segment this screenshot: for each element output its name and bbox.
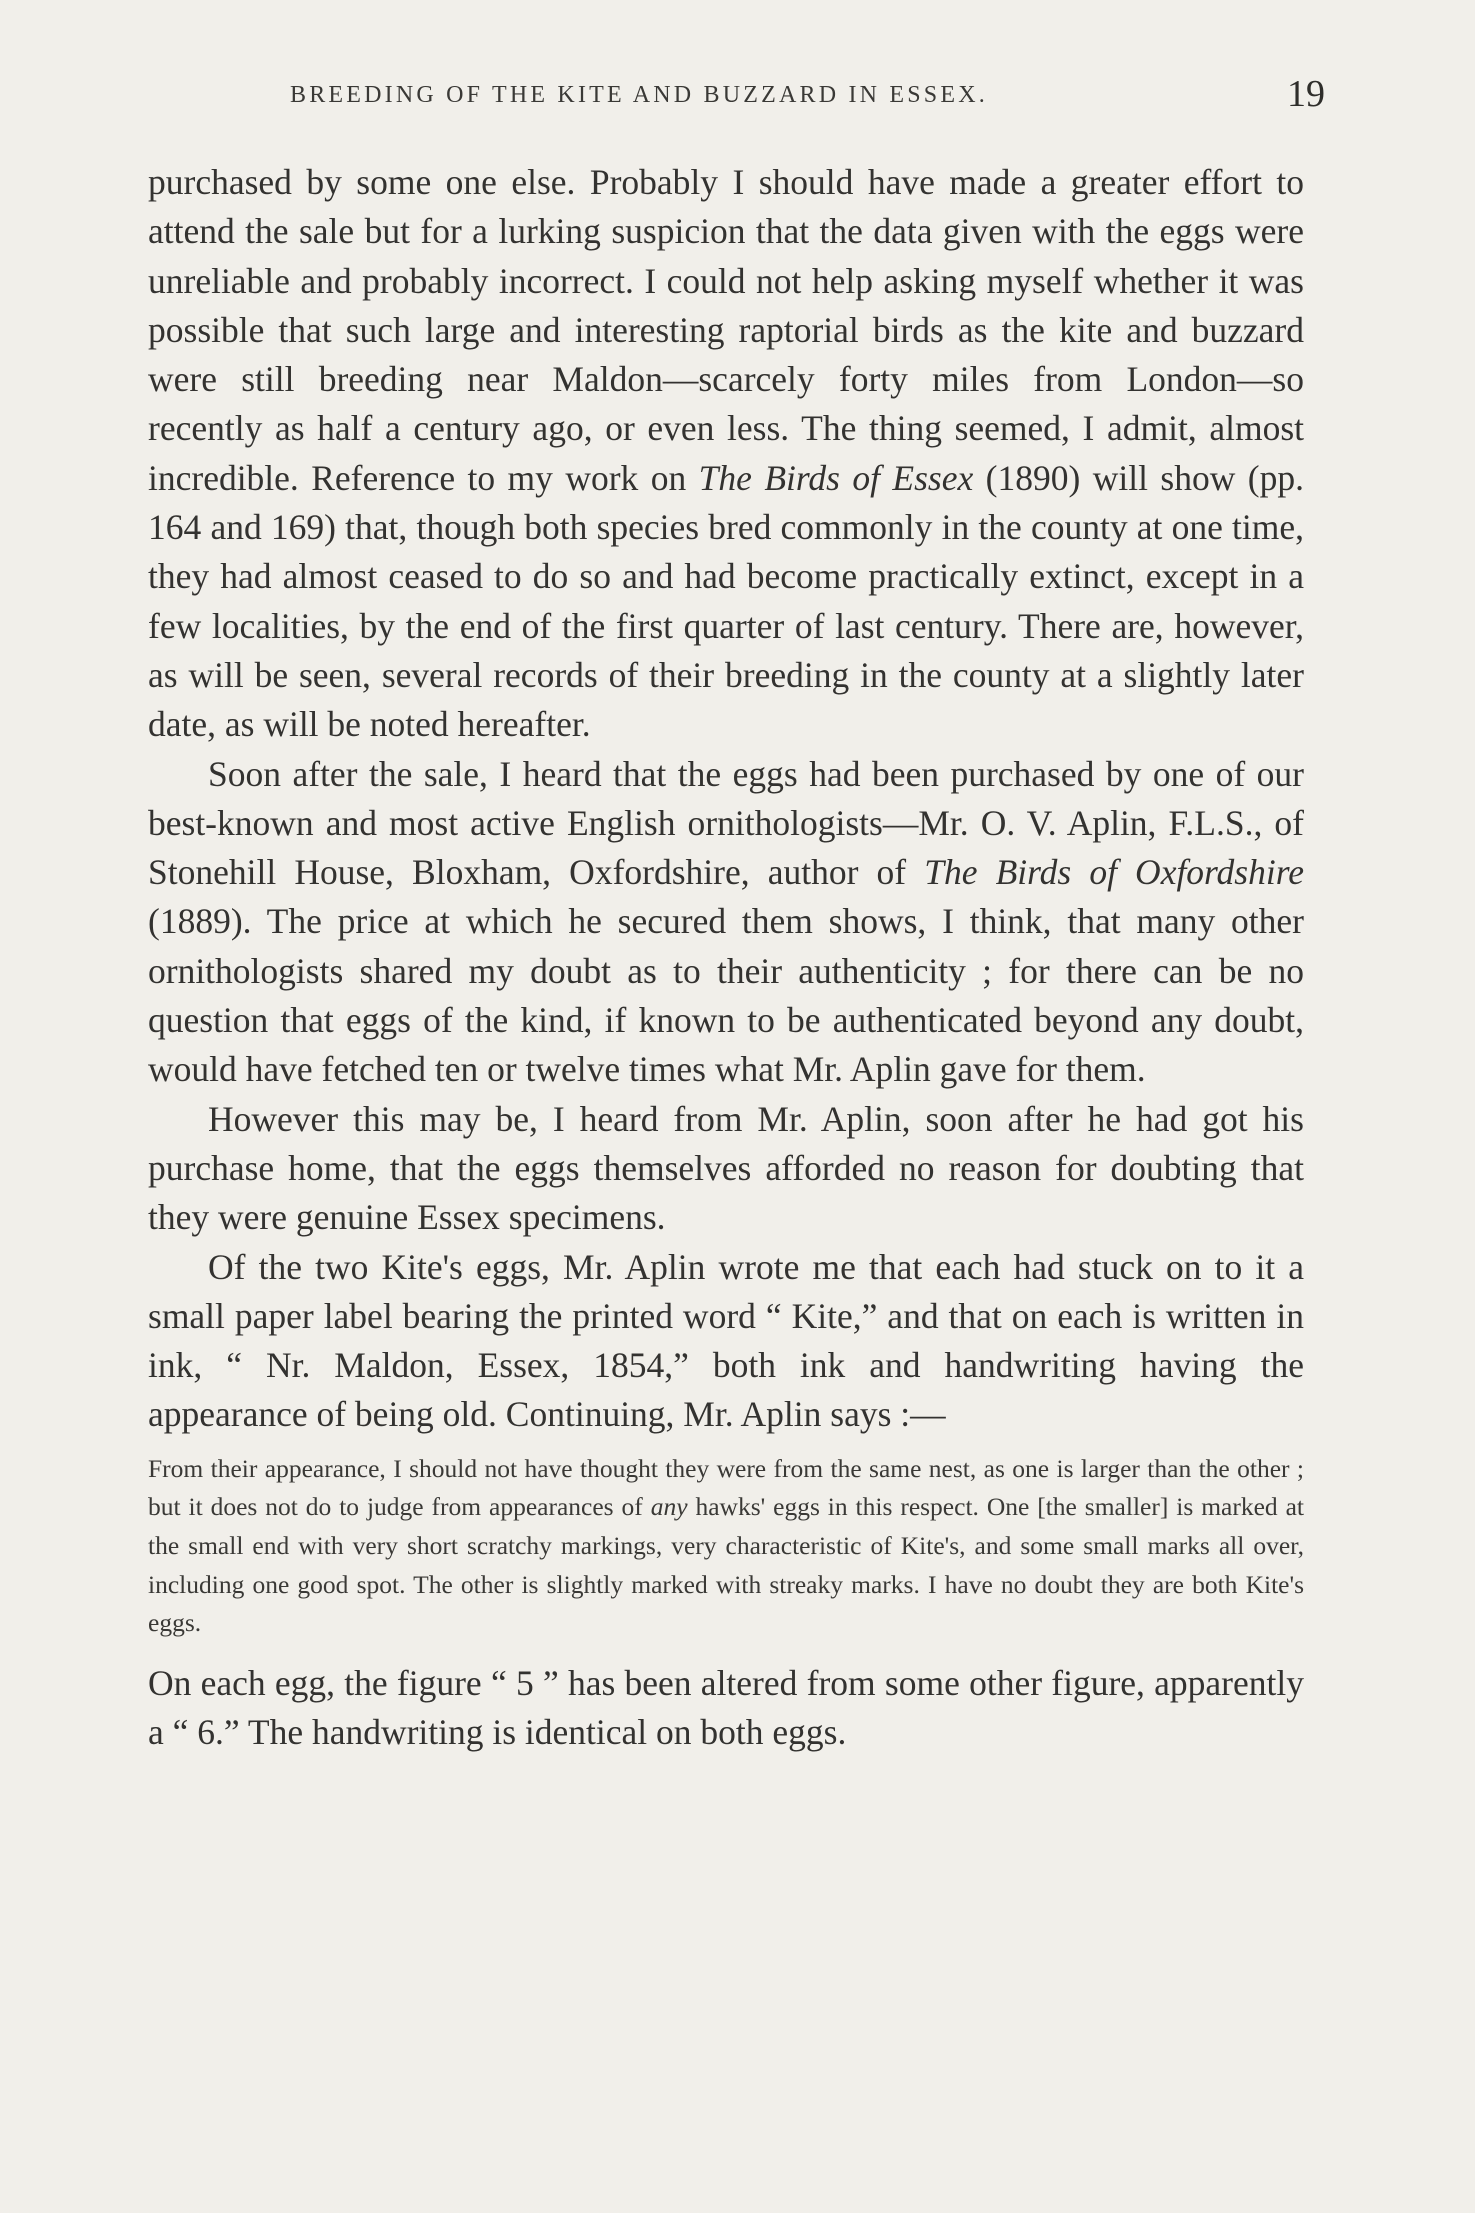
page-header bbox=[150, 73, 1325, 122]
paragraph-3-text: However this may be, I heard from Mr. Aplin, soon after he had got his purchase home, that the eggs themselves afforded no reason for doubting that they were genuine Essex specimens. bbox=[148, 1098, 1304, 1238]
quote-italic-any: any bbox=[650, 1492, 688, 1522]
quote-text-a: From their appearance, I should not have thought they were from the same nest, as one is larger than the other ; but it does not do to judge from appearances of bbox=[148, 1453, 1304, 1522]
body-text bbox=[148, 158, 1304, 1757]
paragraph-1-text-a: purchased by some one else. Probably I should have made a greater effort to attend the sale but for a lurking suspicion that the data given with the eggs were unreliable and probably incorrect. I could not help asking myself whether it was possible that such large and interesting raptorial birds as the kite and buzzard were still breeding near Maldon—scarcely forty miles from London—so recently as half a century ago, or even less. The thing seemed, I admit, almost incredible. Reference to my work on bbox=[148, 162, 1304, 498]
quote-text-b: hawks' eggs in this respect. One [the smaller] is marked at the small end with very short scratchy markings, very characteristic of Kite's, and some small marks all over, including one good spot. The other is slightly marked with streaky marks. I have no doubt they are both Kite's eggs. bbox=[148, 1492, 1304, 1638]
book-title-birds-of-oxfordshire: The Birds of Oxfordshire bbox=[924, 852, 1304, 893]
block-quote bbox=[148, 1450, 1304, 1643]
paragraph-2 bbox=[148, 750, 1304, 1095]
page-number: 19 bbox=[1287, 73, 1325, 115]
closing-text: On each egg, the figure “ 5 ” has been altered from some other figure, apparently a “ 6.” The handwriting is identical on both eggs. bbox=[148, 1662, 1304, 1752]
paragraph-2-text-b: (1889). The price at which he secured them shows, I think, that many other ornithologists shared my doubt as to their authenticity ; for there can be no question that eggs of the kind, if known to be authenticated beyond any doubt, would have fetched ten or twelve times what Mr. Aplin gave for them. bbox=[148, 901, 1304, 1090]
book-title-birds-of-essex: The Birds of Essex bbox=[698, 457, 974, 498]
running-head: BREEDING OF THE KITE AND BUZZARD IN ESSEX. bbox=[290, 82, 988, 108]
paragraph-2-text-a: Soon after the sale, I heard that the eggs had been purchased by one of our best-known and most active English ornithologists—Mr. O. V. Aplin, F.L.S., of Stonehill House, Bloxham, Oxfordshire, author of bbox=[148, 753, 1304, 893]
paragraph-1 bbox=[148, 158, 1304, 750]
paragraph-4-text: Of the two Kite's eggs, Mr. Aplin wrote me that each had stuck on to it a small paper label bearing the printed word “ Kite,” and that on each is written in ink, “ Nr. Maldon, Essex, 1854,” both ink and handwriting having the appearance of being old. Continuing, Mr. Aplin says :— bbox=[148, 1246, 1304, 1435]
paragraph-3 bbox=[148, 1095, 1304, 1243]
closing-paragraph bbox=[148, 1659, 1304, 1758]
paragraph-4 bbox=[148, 1243, 1304, 1440]
paragraph-1-text-b: (1890) will show (pp. 164 and 169) that, though both species bred commonly in the county at one time, they had almost ceased to do so and had become practically extinct, except in a few localities, by the end of the first quarter of last century. There are, however, as will be seen, several records of their breeding in the county at a slightly later date, as will be noted hereafter. bbox=[148, 457, 1304, 745]
